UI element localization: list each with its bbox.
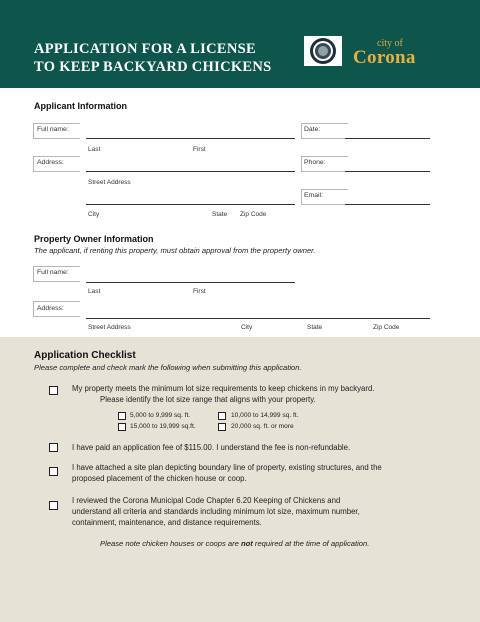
lot-option-1-label: 5,000 to 9,999 sq. ft. (130, 412, 191, 419)
code-review-item-line-2: understand all criteria and standards including minimum lot size, maximum number, (72, 507, 360, 516)
owner-street-caption: Street Address (88, 324, 131, 331)
fee-checkbox[interactable] (49, 443, 58, 452)
logo-city-of: city of (377, 38, 403, 49)
lot-option-2-label: 10,000 to 14,999 sq. ft. (231, 412, 299, 419)
site-plan-item-line-1: I have attached a site plan depicting boundary line of property, existing structures, and the (72, 463, 382, 472)
first-name-caption: First (193, 146, 206, 153)
email-label: Email: (304, 192, 323, 199)
lot-option-4-checkbox[interactable] (218, 423, 226, 431)
full-name-label: Full name: (37, 126, 69, 133)
owner-city-caption: City (241, 324, 253, 331)
phone-label: Phone: (304, 159, 326, 166)
city-state-zip-field[interactable] (86, 204, 295, 205)
last-name-caption: Last (88, 146, 101, 153)
state-caption: State (212, 211, 228, 218)
address-label: Address: (37, 159, 64, 166)
zip-caption: Zip Code (240, 211, 267, 218)
owner-state-caption: State (307, 324, 323, 331)
owner-zip-caption: Zip Code (373, 324, 400, 331)
lot-size-checkbox[interactable] (49, 386, 58, 395)
city-caption: City (88, 211, 100, 218)
lot-option-3-checkbox[interactable] (118, 423, 126, 431)
coop-note-before: Please note chicken houses or coops are (100, 539, 241, 548)
owner-full-name-label: Full name: (37, 269, 69, 276)
title-line-2: TO KEEP BACKYARD CHICKENS (34, 59, 272, 75)
logo-corona: Corona (353, 47, 416, 68)
owner-address-field[interactable] (86, 318, 430, 319)
code-review-item-line-3: containment, maintenance, and distance requirements. (72, 518, 262, 527)
owner-first-name-caption: First (193, 288, 206, 295)
page-title (34, 40, 272, 76)
full-name-field[interactable] (86, 138, 295, 139)
date-label: Date: (304, 126, 321, 133)
coop-note-emphasis: not (241, 539, 253, 548)
lot-size-item-instruction: Please identify the lot size range that aligns with your property. (100, 395, 316, 404)
owner-last-name-caption: Last (88, 288, 101, 295)
applicant-section-title: Applicant Information (34, 101, 127, 111)
code-review-checkbox[interactable] (49, 501, 58, 510)
lot-option-1-checkbox[interactable] (118, 412, 126, 420)
coop-note-after: required at the time of application. (252, 539, 370, 548)
site-plan-item-line-2: proposed placement of the chicken house or coop. (72, 474, 247, 483)
owner-section-title: Property Owner Information (34, 234, 154, 244)
fee-item-text: I have paid an application fee of $115.00. I understand the fee is non-refundable. (72, 443, 351, 452)
page-header (0, 0, 480, 88)
checklist-note: Please complete and check mark the following when submitting this application. (34, 363, 302, 372)
date-field[interactable] (345, 138, 430, 139)
city-of-corona-logo (353, 38, 433, 66)
lot-option-4-label: 20,000 sq. ft. or more (231, 423, 294, 430)
street-address-caption: Street Address (88, 179, 131, 186)
code-review-item-line-1: I reviewed the Corona Municipal Code Chapter 6.20 Keeping of Chickens and (72, 496, 341, 505)
street-address-field[interactable] (86, 171, 295, 172)
title-line-1: APPLICATION FOR A LICENSE (34, 41, 256, 57)
city-seal-icon (308, 37, 338, 65)
phone-field[interactable] (345, 171, 430, 172)
lot-size-item-text: My property meets the minimum lot size requirements to keep chickens in my backyard. (72, 384, 375, 393)
owner-section-note: The applicant, if renting this property, must obtain approval from the property owner. (34, 246, 316, 255)
checklist-title: Application Checklist (34, 350, 136, 361)
email-field[interactable] (345, 204, 430, 205)
lot-option-3-label: 15,000 to 19,999 sq.ft. (130, 423, 196, 430)
owner-address-label: Address: (37, 305, 64, 312)
owner-full-name-field[interactable] (86, 282, 295, 283)
lot-option-2-checkbox[interactable] (218, 412, 226, 420)
coop-note (100, 539, 369, 548)
site-plan-checkbox[interactable] (49, 467, 58, 476)
